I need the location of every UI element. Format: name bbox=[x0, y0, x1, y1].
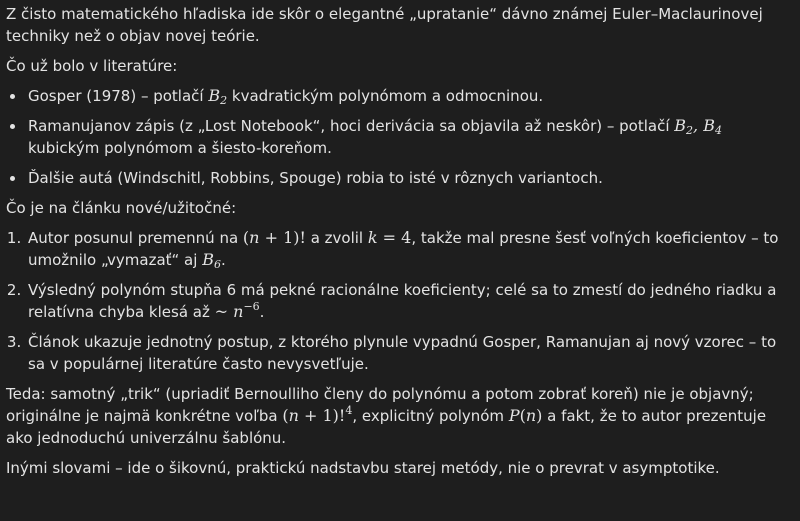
math-b2-b4: $B_2$, $B_4$ bbox=[674, 116, 722, 137]
math-b6: $B_6$ bbox=[202, 250, 221, 271]
list-item: • Ramanujanov zápis (z „Lost Notebook“, hoci derivácia sa objavila až neskôr) – potlačí $B_2$, $B_4$ kubickým polynómom a šiesto-koreňom. bbox=[26, 115, 796, 159]
list-item: 1. Autor posunul premennú na (n + 1)! a zvolil k = 4, takže mal presne šesť voľných koeficientov – to umožnilo „vymazať“ aj $B_6$. bbox=[26, 227, 796, 271]
math-n-plus-1-factorial-power-4: (n + 1)!$^4$ bbox=[282, 404, 353, 425]
list-item: 2. Výsledný polynóm stupňa 6 má pekné racionálne koeficienty; celé sa to zmestí do jedného riadku a relatívna chyba klesá až ~ $n^{-6}$. bbox=[26, 279, 796, 323]
literature-heading: Čo už bolo v literatúre: bbox=[6, 57, 178, 75]
literature-list bbox=[6, 85, 796, 189]
new-list bbox=[6, 227, 796, 375]
summary-paragraph: Teda: samotný „trik“ (upriadiť Bernoulliho členy do polynómu a potom zobrať koreň) nie je objavný; originálne je najmä konkrétne voľba (n + 1)!$^4$, explicitný polynóm P(n) a fakt, že to autor prezentuje ako jednoduchú univerzálnu šablónu. bbox=[6, 385, 767, 447]
list-item: • Gosper (1978) – potlačí $B_2$ kvadratickým polynómom a odmocninou. bbox=[26, 85, 796, 107]
math-k-equals-4: k = 4 bbox=[367, 228, 412, 247]
new-heading: Čo je na článku nové/užitočné: bbox=[6, 199, 237, 217]
conclusion-paragraph: Inými slovami – ide o šikovnú, praktickú nadstavbu starej metódy, nie o prevrat v asymptotike. bbox=[6, 459, 720, 477]
math-order-n-minus-6: ~ $n^{-6}$ bbox=[214, 300, 260, 321]
math-b2: $B_2$ bbox=[208, 86, 228, 107]
message-body bbox=[6, 3, 796, 487]
math-p-of-n: P(n) bbox=[508, 406, 543, 425]
intro-paragraph: Z čisto matematického hľadiska ide skôr o elegantné „upratanie“ dávno známej Euler–Maclaurinovej techniky než o objav novej teórie. bbox=[6, 5, 763, 45]
list-item: • Ďalšie autá (Windschitl, Robbins, Spouge) robia to isté v rôznych variantoch. bbox=[26, 167, 796, 189]
math-n-plus-1-factorial: (n + 1)! bbox=[242, 228, 306, 247]
list-item: 3. Článok ukazuje jednotný postup, z ktorého plynule vypadnú Gosper, Ramanujan aj nový vzorec – to sa v populárnej literatúre často nevysvetľuje. bbox=[26, 331, 796, 375]
